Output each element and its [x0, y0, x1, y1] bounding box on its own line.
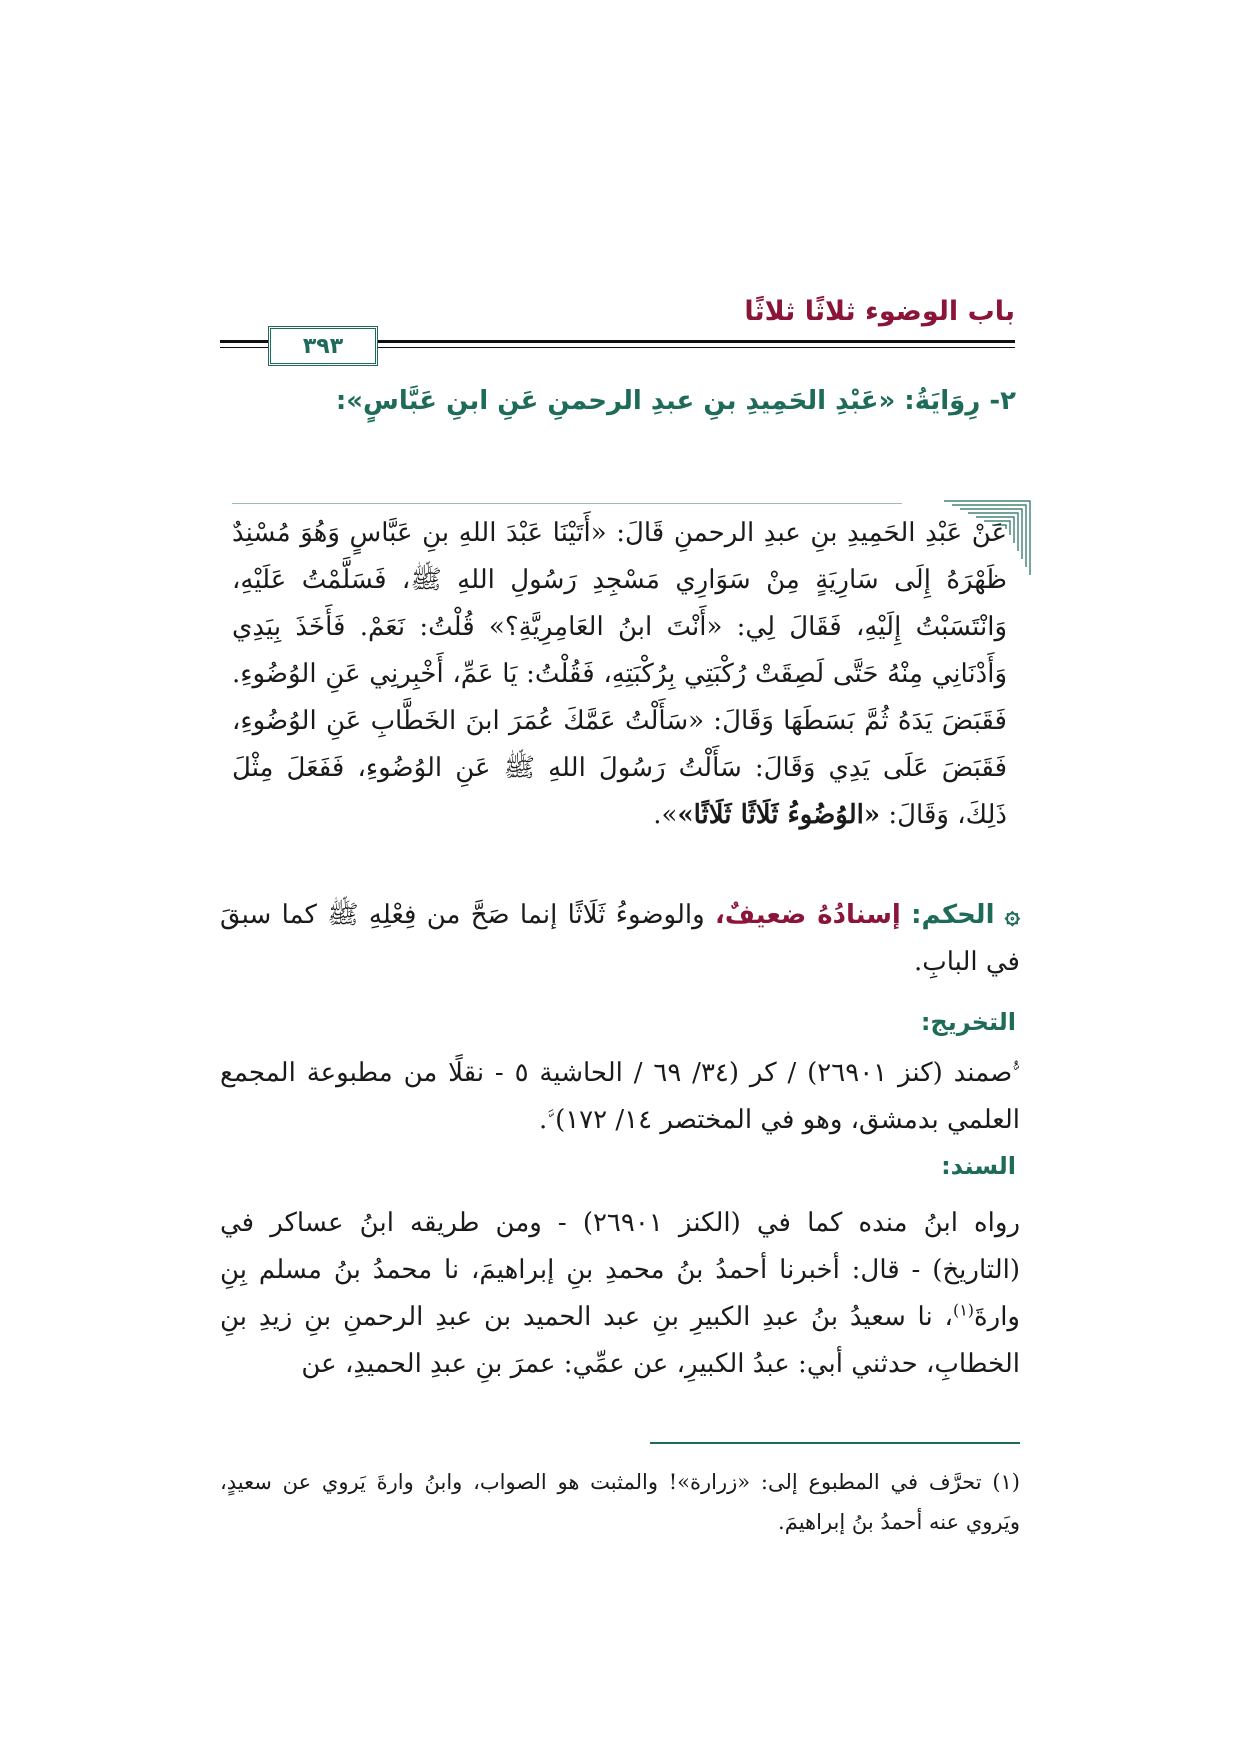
- hadith-top-rule: [232, 503, 902, 504]
- footnote-reference[interactable]: (١): [952, 1300, 975, 1320]
- ruling-label: الحكم:: [911, 900, 995, 930]
- takhrij-text: ﱡصمند (كنز ٢٦٩٠١) / كر (٣٤/ ٦٩ / الحاشية ٥ - نقلًا من مطبوعة المجمع العلمي بدمشق، وهو في المختصر ١٤/ ١٧٢)ﱠ.: [220, 1058, 1020, 1135]
- flower-ornament-icon: ۞: [1004, 900, 1021, 930]
- hadith-part-2: ».: [653, 800, 678, 830]
- sanad-text-after: ، نا سعيدُ بنُ عبدِ الكبيرِ بنِ عبد الحميد بن عبدِ الرحمنِ بنِ زيدِ بنِ الخطابِ، حدثني أبي: عبدُ الكبيرِ، عن عمِّي: عمرَ بنِ عبدِ الحميدِ، عن: [220, 1302, 1020, 1379]
- section-heading: ٢- رِوَايَةُ: «عَبْدِ الحَمِيدِ بنِ عبدِ الرحمنِ عَنِ ابنِ عَبَّاسٍ»:: [335, 386, 1016, 416]
- ruling-text: والوضوءُ ثَلَاثًا إنما صَحَّ من فِعْلِهِ ﷺ كما سبقَ في البابِ.: [220, 900, 1020, 977]
- sanad-text-before: رواه ابنُ منده كما في (الكنز ٢٦٩٠١) - ومن طريقه ابنُ عساكر في (التاريخ) - قال: أخبرنا أحمدُ بنُ محمدِ بنِ إبراهيمَ، نا محمدُ بنُ مسلم بِنِ وارةَ: [220, 1208, 1020, 1332]
- hadith-part-1: عَنْ عَبْدِ الحَمِيدِ بنِ عبدِ الرحمنِ قَالَ: «أَتَيْنَا عَبْدَ اللهِ بنِ عَبَّاسٍ وَهُوَ مُسْنِدٌ ظَهْرَهُ إِلَى سَارِيَةٍ مِنْ سَوَارِي مَسْجِدِ رَسُولِ اللهِ ﷺ، فَسَلَّمْتُ عَلَيْهِ، وَانْتَسَبْتُ إِلَيْهِ، فَقَالَ لِي: «أَنْتَ ابنُ العَامِرِيَّةِ؟» قُلْتُ: نَعَمْ. فَأَخَذَ بِيَدِي وَأَدْنَانِي مِنْهُ حَتَّى لَصِقَتْ رُكْبَتِي بِرُكْبَتِهِ، فَقُلْتُ: يَا عَمِّ، أَخْبِرنِي عَنِ الوُضُوءِ. فَقَبَضَ يَدَهُ ثُمَّ بَسَطَهَا وَقَالَ: «سَأَلْتُ عَمَّكَ عُمَرَ ابنَ الخَطَّابِ عَنِ الوُضُوءِ، فَقَبَضَ عَلَى يَدِي وَقَالَ: سَأَلْتُ رَسُولَ اللهِ ﷺ عَنِ الوُضُوءِ، فَفَعَلَ مِثْلَ ذَلِكَ، وَقَالَ:: [232, 518, 1007, 830]
- footnote-divider: [650, 1442, 1020, 1444]
- takhrij-heading: التخريج:: [920, 1008, 1016, 1036]
- sanad-text: [220, 1200, 1020, 1388]
- hadith-text: [232, 510, 1007, 839]
- ruling: [220, 892, 1020, 986]
- chapter-title: باب الوضوء ثلاثًا ثلاثًا: [744, 296, 1015, 327]
- page-header: [220, 296, 1015, 382]
- footnote: (١) تحرَّف في المطبوع إلى: «زرارة»! والمثبت هو الصواب، وابنُ وارةَ يَروي عن سعيدٍ، ويَروي عنه أحمدُ بنُ إبراهيمَ.: [220, 1470, 1020, 1534]
- ruling-verdict: إسنادُهُ ضعيفٌ،: [714, 900, 901, 930]
- hadith-bold-quote: «الوُضُوءُ ثَلَاثًا ثَلَاثًا»: [677, 800, 881, 830]
- sanad-heading: السند:: [941, 1152, 1016, 1180]
- page-number: ٣٩٣: [268, 326, 378, 366]
